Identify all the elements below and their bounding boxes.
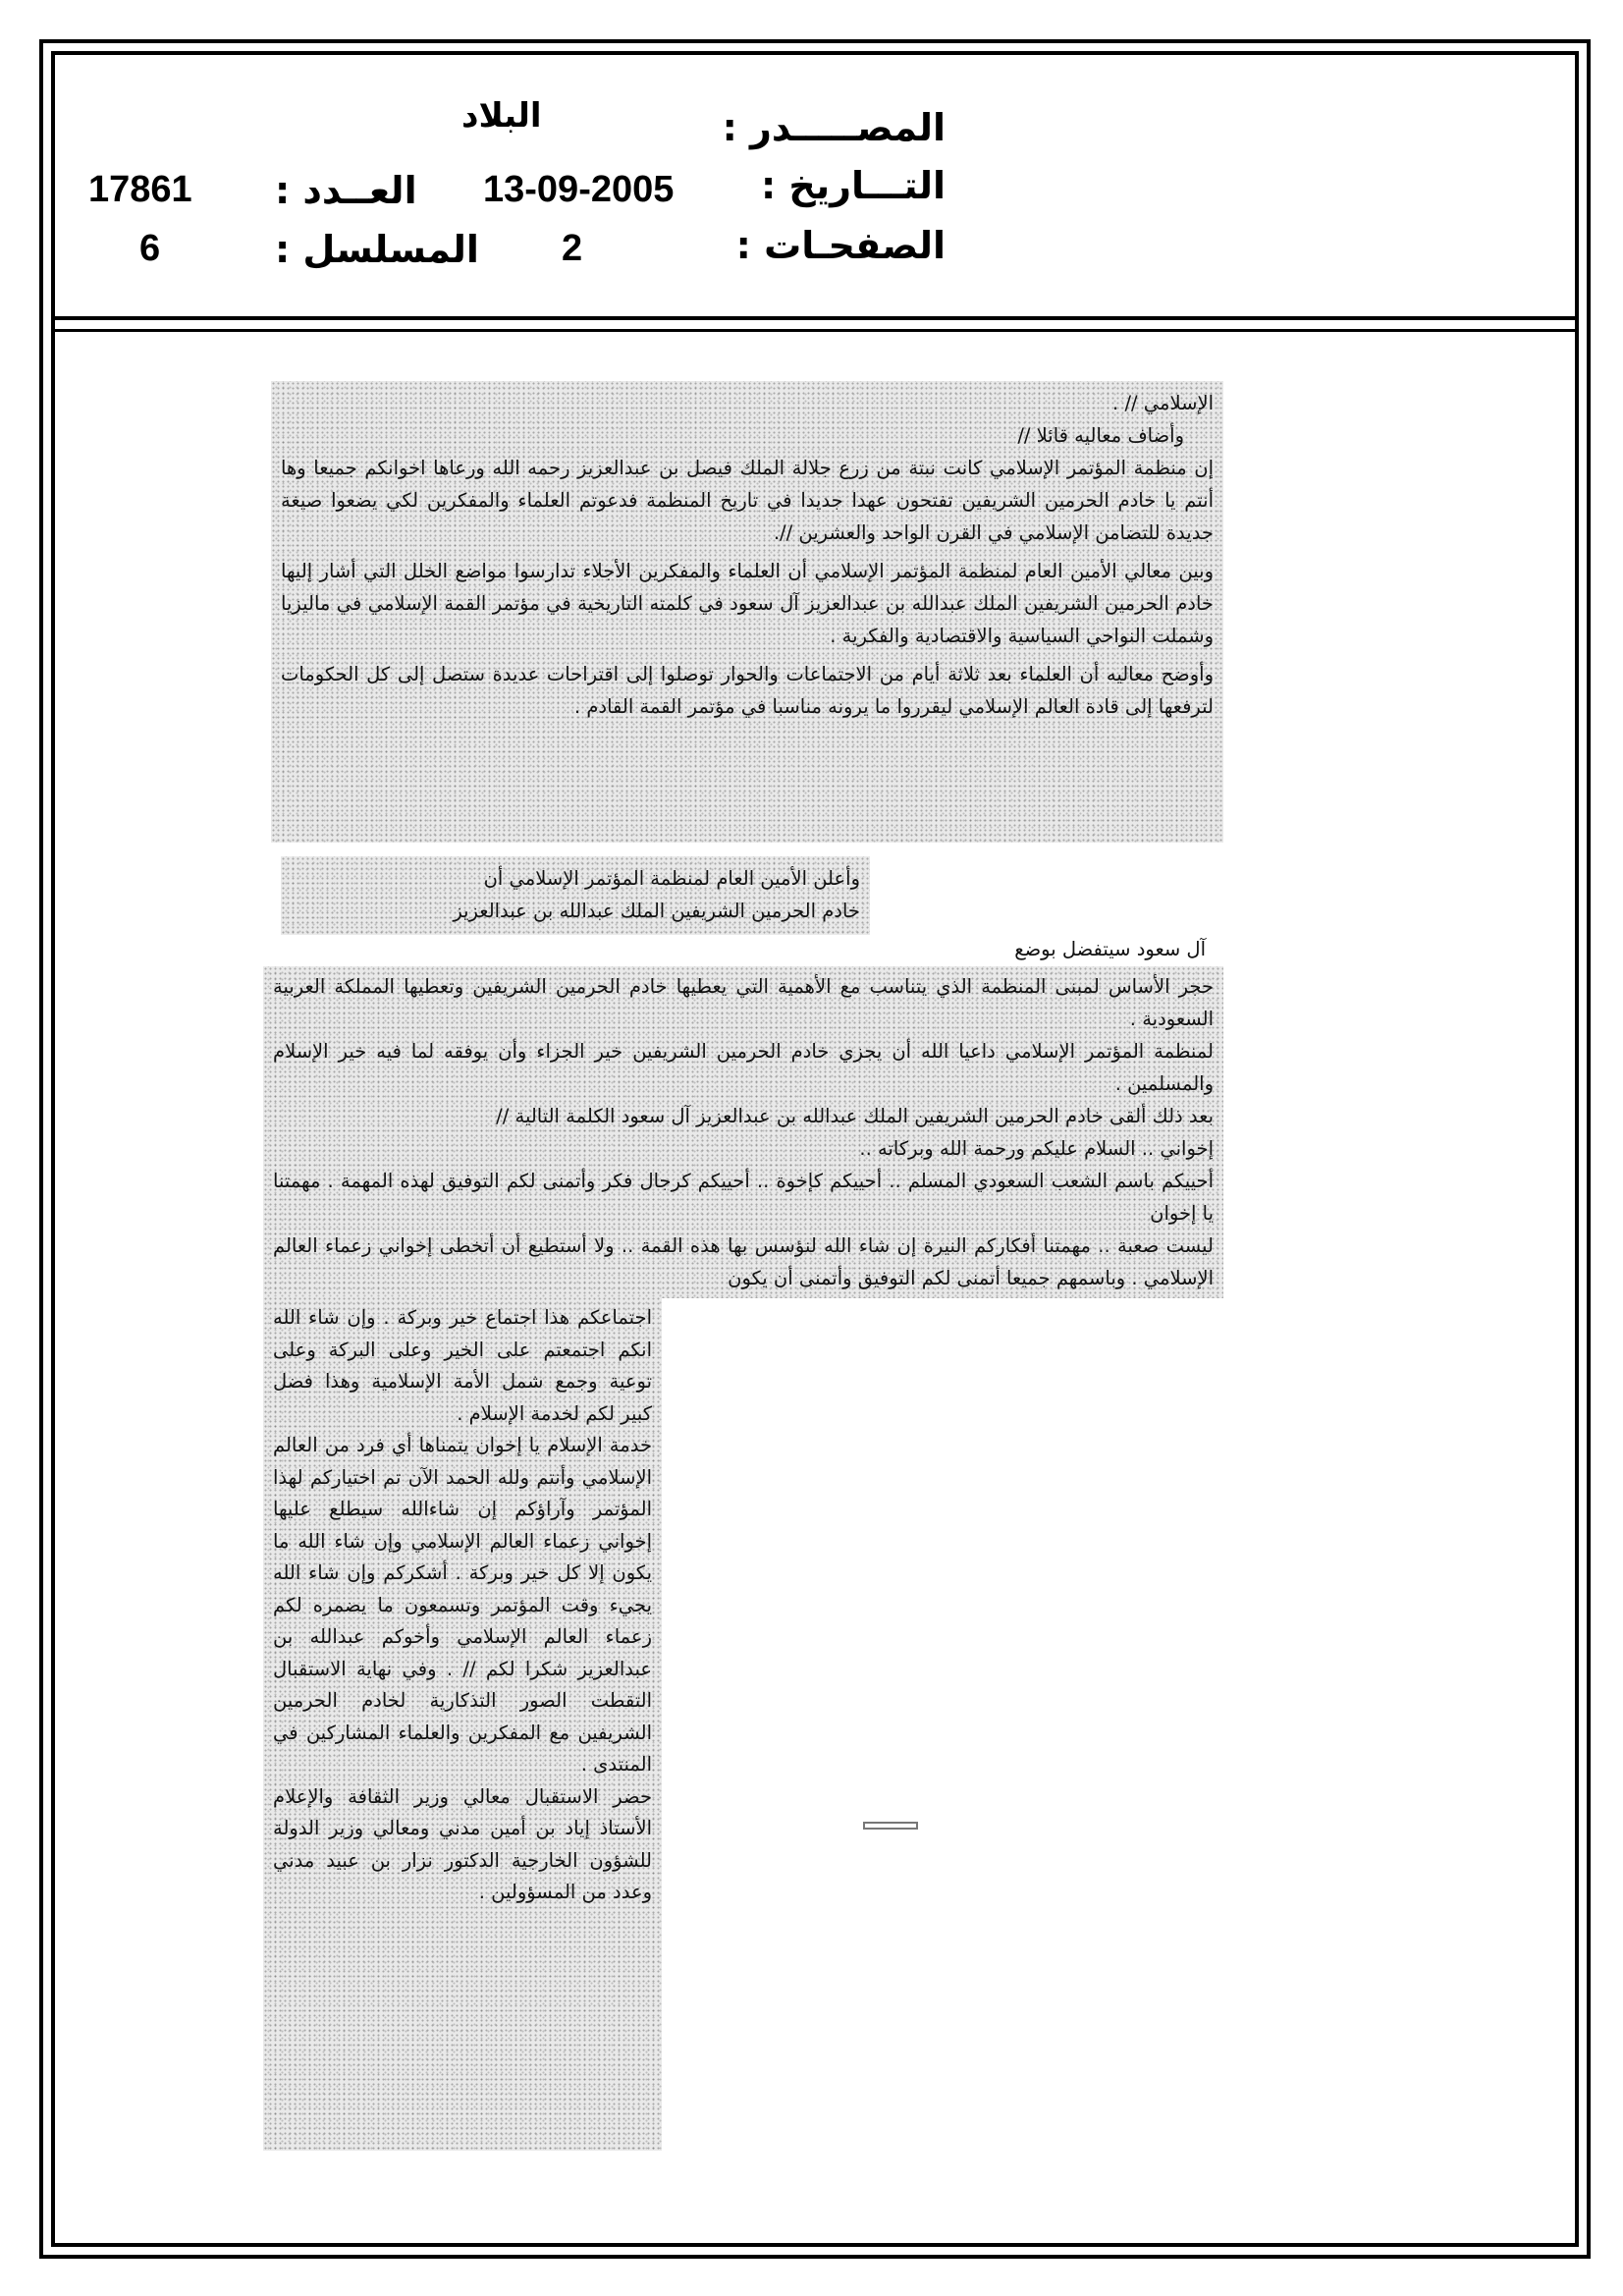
serial-label: المسلسل : xyxy=(275,228,479,271)
pages-value: 2 xyxy=(562,228,583,269)
article-block-1 xyxy=(271,381,1223,843)
date-value: 13-09-2005 xyxy=(483,169,675,210)
article-paragraph: إخواني .. السلام عليكم ورحمة الله وبركاته .. xyxy=(859,1137,1214,1160)
article-paragraph: وأعلن الأمين العام لمنظمة المؤتمر الإسلامي أن xyxy=(483,867,860,890)
article-paragraph: أحييكم باسم الشعب السعودي المسلم .. أحييكم كإخوة .. أحييكم كرجال فكر وأتمنى لكم التوفيق لهذه المهمة . مهمتنا يا إخوان xyxy=(273,1170,1214,1225)
article-paragraph: إن منظمة المؤتمر الإسلامي كانت نبتة من زرع جلالة الملك فيصل بن عبدالعزيز رحمه الله ورعاها اخوانكم جميعا وها أنتم يا خادم الحرمين الشريفين تفتحون عهدا جديدا في تاريخ المنظمة فدعوتم العلماء والمفكرين لكي يضعوا صيغة جديدة للتضامن الإسلامي في القرن الواحد والعشرين //. xyxy=(281,457,1214,544)
article-block-3 xyxy=(263,966,1223,1298)
article-paragraph: خدمة الإسلام يا إخوان يتمناها أي فرد من العالم الإسلامي وأنتم ولله الحمد الآن تم اختياركم لهذا المؤتمر وآراؤكم إن شاءالله سيطلع عليها إخواني زعماء العالم الإسلامي وإن شاء الله ما يكون إلا كل خير وبركة . أشكركم وإن شاء الله يجيء وقت المؤتمر وتسمعون ما يضمره لكم زعماء العالم الإسلامي وأخوكم عبدالله بن عبدالعزيز شكرا لكم // . وفي نهاية الاستقبال التقطت الصور التذكارية لخادم الحرمين الشريفين مع المفكرين والعلماء المشاركين في المنتدى . xyxy=(273,1434,652,1776)
article-line: آل سعود سيتفضل بوضع xyxy=(1014,938,1206,960)
date-label: التـــاريخ : xyxy=(761,164,946,207)
article-paragraph: اجتماعكم هذا اجتماع خير وبركة . وإن شاء الله انكم اجتمعتم على الخير وعلى البركة وعلى توعية وجمع شمل الأمة الإسلامية وهذا فضل كبير لكم لخدمة الإسلام . xyxy=(273,1306,652,1425)
source-label: المصـــــدر : xyxy=(722,106,946,149)
issue-label: العــدد : xyxy=(275,169,417,212)
article-paragraph: خادم الحرمين الشريفين الملك عبدالله بن عبدالعزيز xyxy=(453,900,860,922)
pages-label: الصفحـات : xyxy=(735,224,946,267)
article-paragraph: حجر الأساس لمبنى المنظمة الذي يتناسب مع الأهمية التي يعطيها خادم الحرمين الشريفين وتعطيها المملكة العربية السعودية . xyxy=(273,975,1214,1030)
article-paragraph: وأوضح معاليه أن العلماء بعد ثلاثة أيام من الاجتماعات والحوار توصلوا إلى اقتراحات عديدة ستصل إلى كل الحكومات لترفعها إلى قادة العالم الإسلامي ليقرروا ما يرونه مناسبا في مؤتمر القمة القادم . xyxy=(281,663,1214,718)
scan-mark xyxy=(863,1822,918,1830)
article-paragraph: وأضاف معاليه قائلا // xyxy=(1017,424,1184,447)
serial-value: 6 xyxy=(139,228,161,269)
article-block-2 xyxy=(281,856,870,935)
article-paragraph: لمنظمة المؤتمر الإسلامي داعيا الله أن يجزي خادم الحرمين الشريفين خير الجزاء وأن يوفقه لما فيه خير الإسلام والمسلمين . xyxy=(273,1040,1214,1095)
article-paragraph: وبين معالي الأمين العام لمنظمة المؤتمر الإسلامي أن العلماء والمفكرين الأجلاء تدارسوا مواضع الخلل التي أشار إليها خادم الحرمين الشريفين الملك عبدالله بن عبدالعزيز آل سعود في كلمته التاريخية في مؤتمر القمة الإسلامي في ماليزيا وشملت النواحي السياسية والاقتصادية والفكرية . xyxy=(281,560,1214,647)
article-paragraph: حضر الاستقبال معالي وزير الثقافة والإعلام الأستاذ إياد بن أمين مدني ومعالي وزير الدولة للشؤون الخارجية الدكتور نزار بن عبيد مدني وعدد من المسؤولين . xyxy=(273,1784,652,1903)
article-paragraph: بعد ذلك ألقى خادم الحرمين الشريفين الملك عبدالله بن عبدالعزيز آل سعود الكلمة التالية // xyxy=(496,1105,1214,1127)
article-paragraph: ليست صعبة .. مهمتنا أفكاركم النيرة إن شاء الله لنؤسس بها هذه القمة .. ولا أستطيع أن أتخطى إخواني زعماء العالم الإسلامي . وباسمهم جميعا أتمنى لكم التوفيق وأتمنى أن يكون xyxy=(273,1234,1214,1289)
source-value: البلاد xyxy=(461,96,542,136)
header-divider xyxy=(51,316,1579,332)
article-block-4 xyxy=(263,1296,662,2151)
issue-value: 17861 xyxy=(88,169,192,210)
article-paragraph: الإسلامي // . xyxy=(1112,392,1214,414)
